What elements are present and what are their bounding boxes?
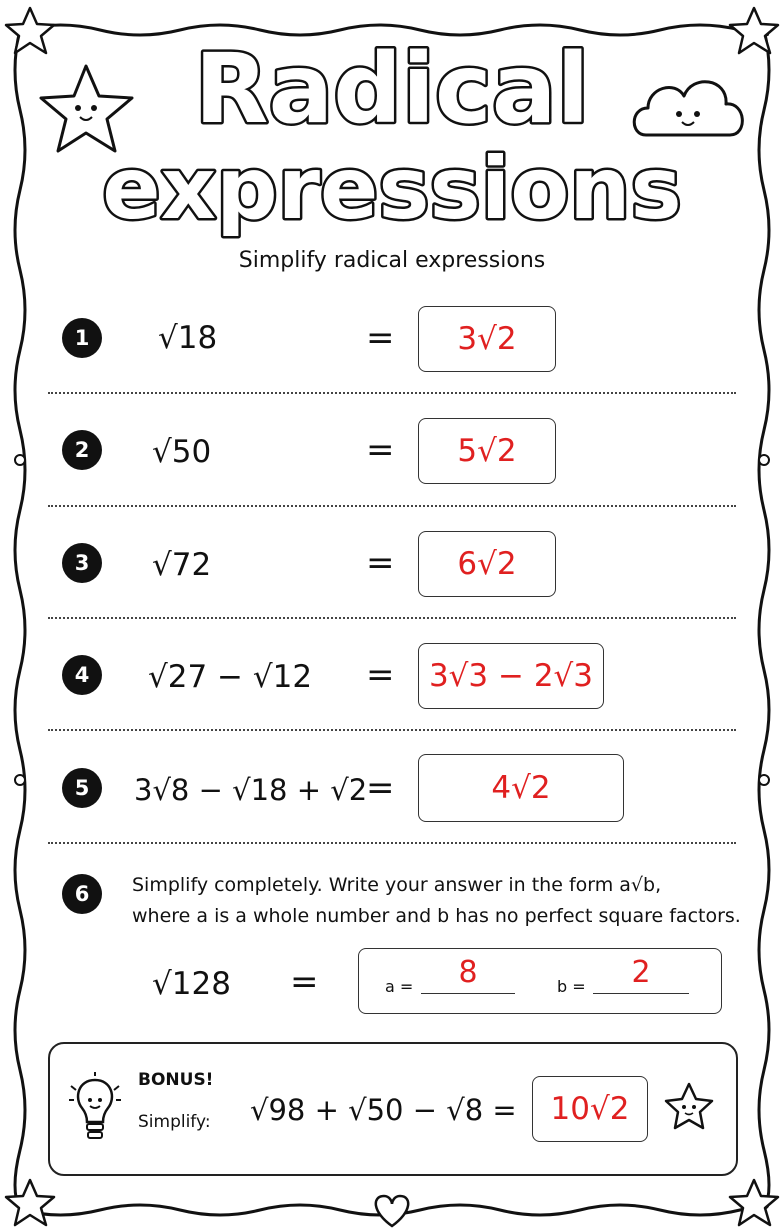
divider [48,617,736,619]
title-graphic [0,0,784,240]
problem-expression: √72 [152,547,212,583]
problem-number: 4 [62,655,102,695]
bonus-heading: BONUS! [138,1070,214,1090]
divider [48,392,736,394]
answer-box [358,948,722,1014]
equals-sign: = [366,655,395,695]
title-line2: expressions [102,139,682,239]
a-blank-line [421,993,515,994]
instruction-line: where a is a whole number and b has no perfect square factors. [132,905,741,927]
title-line1: Radical [194,33,590,145]
answer-box: 3√3 − 2√3 [418,643,604,709]
divider [48,729,736,731]
problem-number: 6 [62,874,102,914]
answer-box: 6√2 [418,531,556,597]
problem-expression: 3√8 − √18 + √2 [134,773,368,807]
bonus-label: Simplify: [138,1112,211,1132]
a-value: 8 [458,955,478,990]
b-value: 2 [631,955,651,990]
problem-expression: √18 [158,320,218,356]
b-label: b = [557,977,586,996]
answer-box: 3√2 [418,306,556,372]
divider [48,842,736,844]
lightbulb-icon [66,1072,124,1148]
b-blank-line [593,993,689,994]
equals-sign: = [366,430,395,470]
problem-number: 3 [62,543,102,583]
heart-icon [376,1196,408,1226]
problem-expression: √27 − √12 [148,659,313,695]
equals-sign: = [366,768,395,808]
equals-sign: = [366,543,395,583]
problem-expression: √50 [152,434,212,470]
star-icon [658,1076,720,1138]
divider [48,505,736,507]
problem-number: 5 [62,768,102,808]
equals-sign: = [366,318,395,358]
equals-sign: = [290,962,319,1002]
bonus-expression: √98 + √50 − √8 = [250,1093,517,1127]
subtitle: Simplify radical expressions [238,248,546,273]
cloud-icon [634,82,742,135]
answer-box: 5√2 [418,418,556,484]
problem6-instructions [132,870,741,932]
instruction-line: Simplify completely. Write your answer in the form a√b, [132,874,662,896]
problem-number: 1 [62,318,102,358]
answer-box: 10√2 [532,1076,648,1142]
problem-expression: √128 [152,966,231,1002]
answer-box: 4√2 [418,754,624,822]
problem-number: 2 [62,430,102,470]
a-label: a = [385,977,414,996]
bonus-panel [48,1042,738,1176]
